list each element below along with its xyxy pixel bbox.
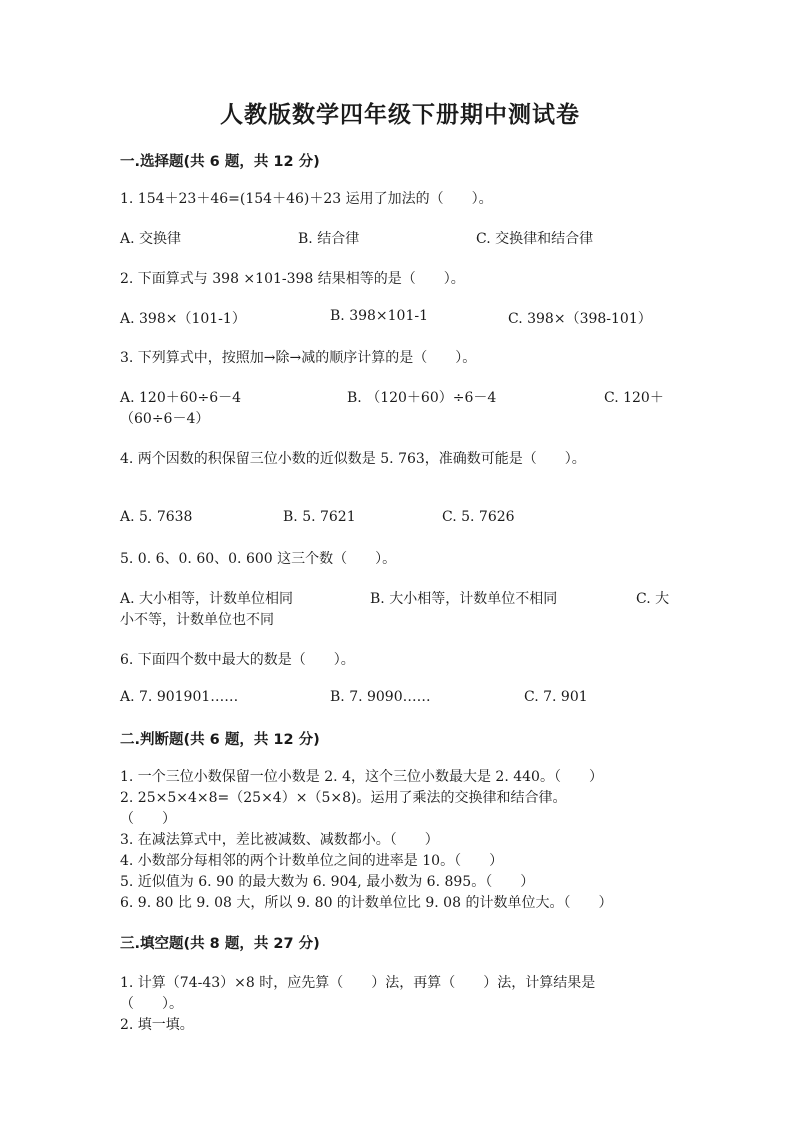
fill-item-2: 2. 填一填。 <box>120 1017 194 1033</box>
question-4-option-b: B. 5. 7621 <box>283 509 356 525</box>
question-4-stem: 4. 两个因数的积保留三位小数的近似数是 5. 763，准确数可能是（ ）。 <box>120 451 586 467</box>
question-2-stem: 2. 下面算式与 398 ×101-398 结果相等的是（ ）。 <box>120 271 465 287</box>
question-6-option-c: C. 7. 901 <box>524 689 588 705</box>
question-5-option-c-continued: 小不等，计数单位也不同 <box>120 612 274 628</box>
judge-item-2: 2. 25×5×4×8=（25×4）×（5×8)。运用了乘法的交换律和结合律。 <box>120 790 567 806</box>
judge-item-6: 6. 9. 80 比 9. 08 大，所以 9. 80 的计数单位比 9. 08 的计数单位大。（ ） <box>120 895 613 911</box>
question-2-option-a: A. 398×（101-1） <box>120 311 246 327</box>
judge-item-5: 5. 近似值为 6. 90 的最大数为 6. 904, 最小数为 6. 895。（ ） <box>120 874 535 890</box>
section-heading-choice: 一.选择题(共 6 题，共 12 分) <box>120 154 320 170</box>
question-1-stem: 1. 154＋23＋46=(154＋46)＋23 运用了加法的（ ）。 <box>120 191 493 207</box>
question-6-stem: 6. 下面四个数中最大的数是（ ）。 <box>120 652 355 668</box>
question-5-option-a: A. 大小相等，计数单位相同 <box>120 591 294 607</box>
section-heading-judge: 二.判断题(共 6 题，共 12 分) <box>120 732 320 748</box>
question-1-option-c: C. 交换律和结合律 <box>476 231 594 247</box>
question-4-option-a: A. 5. 7638 <box>120 509 193 525</box>
question-1-option-b: B. 结合律 <box>298 231 360 247</box>
question-5-stem: 5. 0. 6、0. 60、0. 600 这三个数（ ）。 <box>120 551 397 567</box>
question-3-option-c: C. 120＋ <box>604 390 664 406</box>
judge-item-1: 1. 一个三位小数保留一位小数是 2. 4，这个三位小数最大是 2. 440。（ ） <box>120 769 603 785</box>
judge-item-4: 4. 小数部分每相邻的两个计数单位之间的进率是 10。（ ） <box>120 853 504 869</box>
fill-item-1: 1. 计算（74-43）×8 时，应先算（ ）法，再算（ ）法，计算结果是 <box>120 975 596 991</box>
question-6-option-b: B. 7. 9090…… <box>330 689 431 705</box>
question-3-stem: 3. 下列算式中，按照加→除→减的顺序计算的是（ ）。 <box>120 350 477 366</box>
question-2-option-c: C. 398×（398-101） <box>508 311 652 327</box>
question-6-option-a: A. 7. 901901…… <box>120 689 239 705</box>
question-4-option-c: C. 5. 7626 <box>442 509 515 525</box>
question-3-option-a: A. 120＋60÷6－4 <box>120 390 242 406</box>
question-3-option-b: B. （120＋60）÷6－4 <box>347 390 497 406</box>
question-2-option-b: B. 398×101-1 <box>330 308 428 324</box>
page-title: 人教版数学四年级下册期中测试卷 <box>220 102 580 128</box>
judge-item-3: 3. 在减法算式中，差比被减数、减数都小。（ ） <box>120 832 439 848</box>
section-heading-fill: 三.填空题(共 8 题，共 27 分) <box>120 936 320 952</box>
fill-item-1-continued: （ ）。 <box>120 996 183 1012</box>
question-5-option-c: C. 大 <box>636 591 670 607</box>
judge-item-2-answer: （ ） <box>120 811 176 827</box>
question-1-option-a: A. 交换律 <box>120 231 182 247</box>
question-5-option-b: B. 大小相等，计数单位不相同 <box>370 591 558 607</box>
question-3-option-c-continued: （60÷6－4） <box>120 411 210 427</box>
